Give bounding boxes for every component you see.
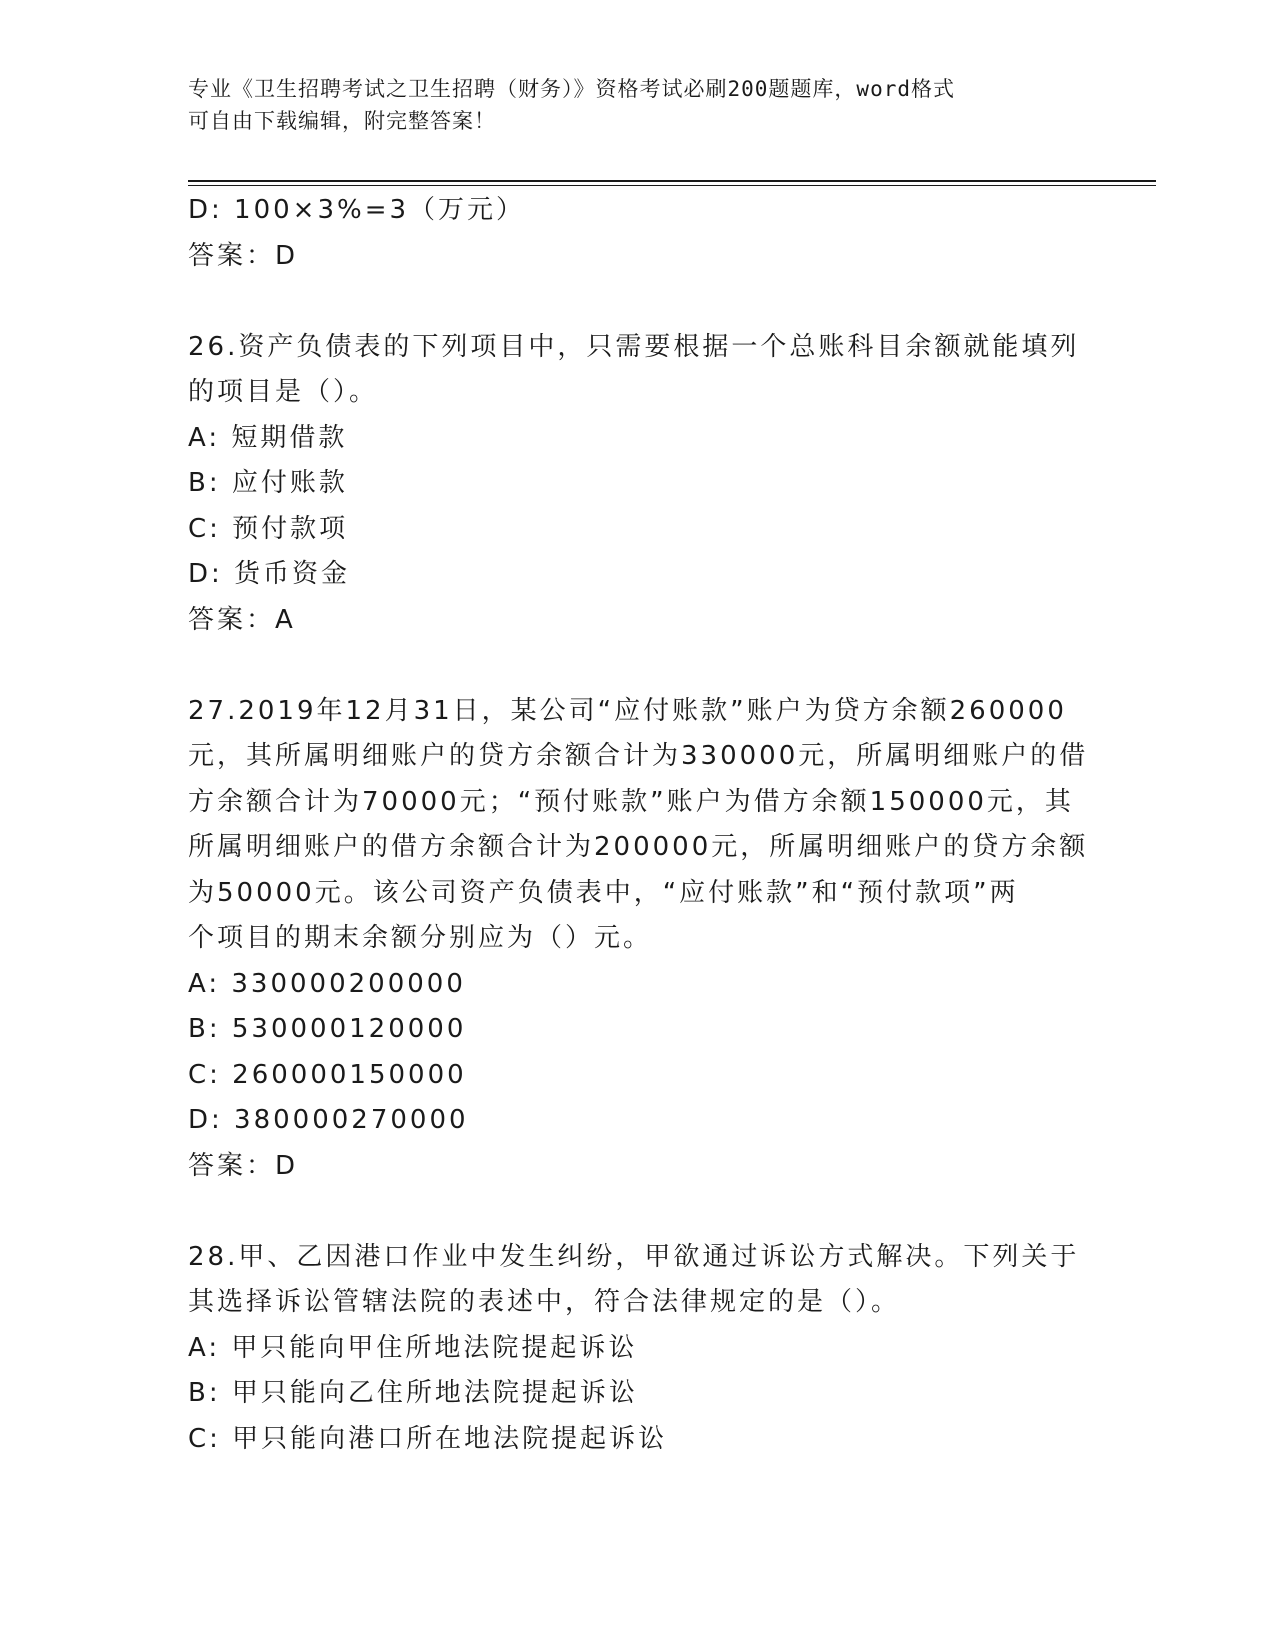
header-rule-thin bbox=[188, 185, 1156, 186]
question-27 bbox=[188, 689, 1088, 1190]
question-27-stem-line-6: 个项目的期末余额分别应为（）元。 bbox=[188, 923, 653, 953]
question-27-answer: 答案：D bbox=[188, 1150, 299, 1181]
spacer bbox=[188, 279, 1088, 325]
question-26-option-b: B: 应付账款 bbox=[188, 468, 348, 498]
spacer bbox=[188, 1189, 1088, 1235]
question-26-option-c: C: 预付款项 bbox=[188, 513, 349, 544]
question-27-stem-line-3: 方余额合计为70000元；“预付账款”账户为借方余额150000元，其 bbox=[188, 786, 1074, 817]
question-27-stem-line-2: 元，其所属明细账户的贷方余额合计为330000元，所属明细账户的借 bbox=[188, 741, 1089, 771]
prev-question-answer: 答案：D bbox=[188, 240, 299, 271]
header-line-2: 可自由下载编辑，附完整答案！ bbox=[188, 109, 496, 133]
question-27-stem-line-4: 所属明细账户的借方余额合计为200000元，所属明细账户的贷方余额 bbox=[188, 832, 1089, 862]
header-rule-thick bbox=[188, 180, 1156, 182]
document-header bbox=[188, 73, 1088, 137]
header-line-1: 专业《卫生招聘考试之卫生招聘（财务）》资格考试必刷200题题库，word格式 bbox=[188, 77, 955, 101]
question-27-stem-line-5: 为50000元。该公司资产负债表中，“应付账款”和“预付款项”两 bbox=[188, 877, 1019, 908]
question-27-option-a: A: 330000200000 bbox=[188, 968, 466, 999]
spacer bbox=[188, 643, 1088, 689]
question-27-stem-line-1: 27.2019年12月31日，某公司“应付账款”账户为贷方余额260000 bbox=[188, 695, 1067, 726]
question-28-stem-line-2: 其选择诉讼管辖法院的表述中，符合法律规定的是（）。 bbox=[188, 1287, 901, 1317]
question-28-option-a: A: 甲只能向甲住所地法院提起诉讼 bbox=[188, 1332, 638, 1363]
question-27-option-c: C: 260000150000 bbox=[188, 1059, 467, 1090]
question-27-option-b: B: 530000120000 bbox=[188, 1014, 467, 1044]
prev-question-option-d: D: 100×3%=3（万元） bbox=[188, 195, 526, 225]
question-26-stem-line-2: 的项目是（）。 bbox=[188, 377, 379, 407]
question-26 bbox=[188, 325, 1088, 644]
question-27-option-d: D: 380000270000 bbox=[188, 1105, 469, 1135]
question-26-answer: 答案：A bbox=[188, 604, 296, 635]
question-28-option-b: B: 甲只能向乙住所地法院提起诉讼 bbox=[188, 1378, 638, 1408]
question-28-option-c: C: 甲只能向港口所在地法院提起诉讼 bbox=[188, 1423, 668, 1454]
question-26-option-a: A: 短期借款 bbox=[188, 422, 348, 453]
question-26-option-d: D: 货币资金 bbox=[188, 559, 351, 589]
question-28 bbox=[188, 1235, 1088, 1463]
question-26-stem-line-1: 26.资产负债表的下列项目中，只需要根据一个总账科目余额就能填列 bbox=[188, 331, 1080, 362]
question-content bbox=[188, 188, 1088, 1462]
question-28-stem-line-1: 28.甲、乙因港口作业中发生纠纷，甲欲通过诉讼方式解决。下列关于 bbox=[188, 1241, 1080, 1272]
